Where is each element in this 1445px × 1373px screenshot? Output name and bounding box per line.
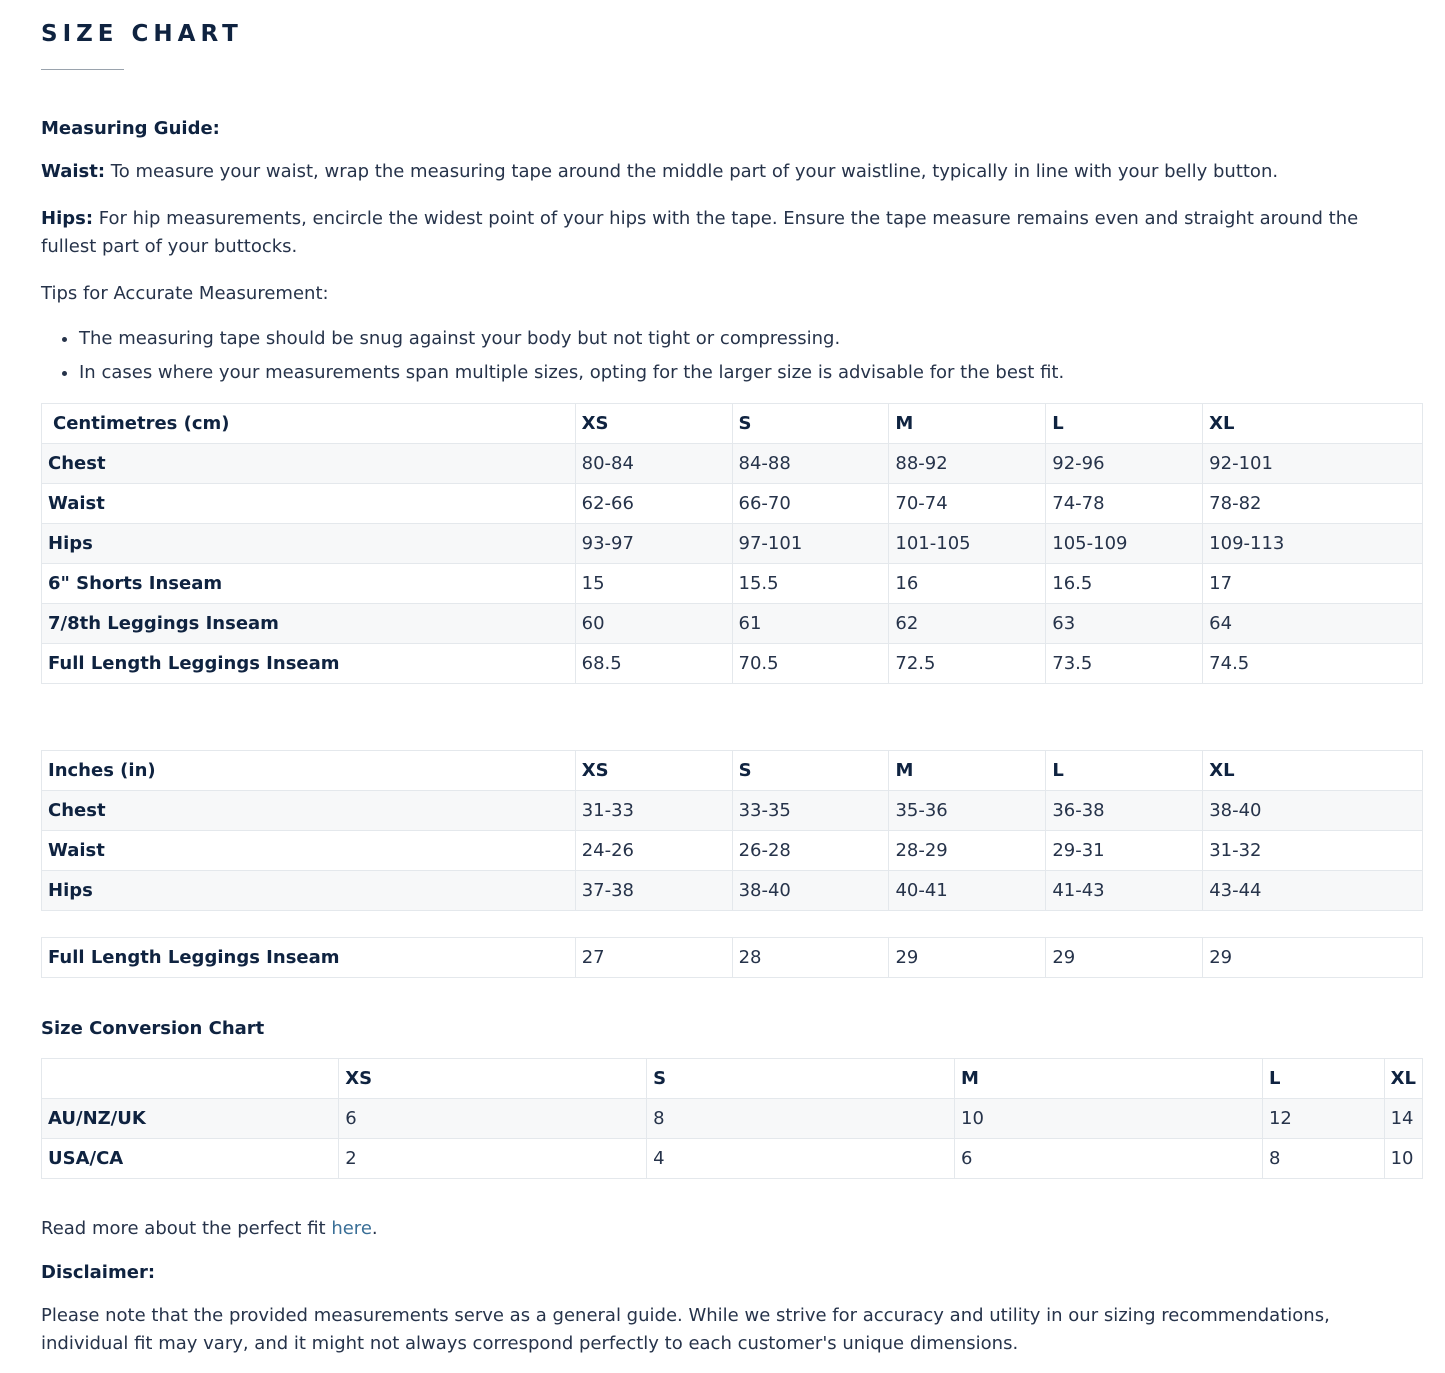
table-cell: 70.5 xyxy=(732,644,889,684)
table-cell: 97-101 xyxy=(732,524,889,564)
tip-item: • The measuring tape should be snug against your body but not tight or compressing. xyxy=(79,325,1404,353)
table-cell: 62-66 xyxy=(575,484,732,524)
table-cell: 29 xyxy=(1203,938,1423,978)
row-label: Full Length Leggings Inseam xyxy=(42,938,576,978)
table-cell: 8 xyxy=(647,1099,955,1139)
table-header-cell: L xyxy=(1046,751,1203,791)
table-cell: 27 xyxy=(575,938,732,978)
table-row xyxy=(42,604,1423,644)
table-row xyxy=(42,564,1423,604)
page-title: SIZE CHART xyxy=(41,21,243,47)
table-row xyxy=(42,938,1423,978)
waist-text: To measure your waist, wrap the measuring tape around the middle part of your waistline, typically in line with your belly button. xyxy=(105,161,1279,182)
table-header-cell: XL xyxy=(1203,751,1423,791)
table-cell: 60 xyxy=(575,604,732,644)
title-divider xyxy=(41,69,124,70)
row-label: Hips xyxy=(42,871,576,911)
table-header-cell: XS xyxy=(575,751,732,791)
table-row xyxy=(42,791,1423,831)
table-cell: 8 xyxy=(1262,1139,1384,1179)
table-cell: 105-109 xyxy=(1046,524,1203,564)
table-cell: 36-38 xyxy=(1046,791,1203,831)
centimetres-size-table xyxy=(41,403,1423,684)
table-cell: 43-44 xyxy=(1203,871,1423,911)
table-cell: 84-88 xyxy=(732,444,889,484)
measuring-guide-heading: Measuring Guide: xyxy=(41,118,220,139)
table-cell: 109-113 xyxy=(1203,524,1423,564)
table-header-cell: L xyxy=(1046,404,1203,444)
row-label: Waist xyxy=(42,484,576,524)
table-cell: 88-92 xyxy=(889,444,1046,484)
table-cell: 61 xyxy=(732,604,889,644)
table-cell: 73.5 xyxy=(1046,644,1203,684)
tip-item: • In cases where your measurements span multiple sizes, opting for the larger size is advisable for the best fit. xyxy=(79,359,1404,387)
table-cell: 66-70 xyxy=(732,484,889,524)
table-header-cell: XL xyxy=(1384,1059,1422,1099)
table-cell: 24-26 xyxy=(575,831,732,871)
table-cell: 92-101 xyxy=(1203,444,1423,484)
table-cell: 15 xyxy=(575,564,732,604)
table-cell: 62 xyxy=(889,604,1046,644)
row-label: Chest xyxy=(42,444,576,484)
table-cell: 10 xyxy=(955,1099,1263,1139)
row-label: Waist xyxy=(42,831,576,871)
waist-instructions xyxy=(41,158,1404,186)
table-header-cell: L xyxy=(1262,1059,1384,1099)
table-header-cell: M xyxy=(889,404,1046,444)
table-cell: 2 xyxy=(339,1139,647,1179)
table-cell: 26-28 xyxy=(732,831,889,871)
row-label: Full Length Leggings Inseam xyxy=(42,644,576,684)
table-spacer-row xyxy=(42,911,1423,938)
table-cell: 31-33 xyxy=(575,791,732,831)
table-cell: 74.5 xyxy=(1203,644,1423,684)
table-cell: 80-84 xyxy=(575,444,732,484)
table-cell: 68.5 xyxy=(575,644,732,684)
table-cell: 29 xyxy=(1046,938,1203,978)
table-header-cell: Inches (in) xyxy=(42,751,576,791)
table-header-cell: M xyxy=(889,751,1046,791)
table-header-cell: M xyxy=(955,1059,1263,1099)
table-header-row xyxy=(42,404,1423,444)
tips-heading: Tips for Accurate Measurement: xyxy=(41,283,329,304)
table-cell: 38-40 xyxy=(1203,791,1423,831)
row-label: Hips xyxy=(42,524,576,564)
table-cell: 78-82 xyxy=(1203,484,1423,524)
table-row xyxy=(42,871,1423,911)
table-cell: 72.5 xyxy=(889,644,1046,684)
table-header-cell: S xyxy=(647,1059,955,1099)
table-cell: 93-97 xyxy=(575,524,732,564)
size-conversion-table xyxy=(41,1058,1423,1179)
table-row xyxy=(42,524,1423,564)
table-row xyxy=(42,1099,1423,1139)
table-cell: 31-32 xyxy=(1203,831,1423,871)
table-cell: 15.5 xyxy=(732,564,889,604)
table-cell: 29 xyxy=(889,938,1046,978)
table-cell: 12 xyxy=(1262,1099,1384,1139)
disclaimer-text: Please note that the provided measurements serve as a general guide. While we strive for accuracy and utility in our sizing recommendations, individual fit may vary, and it might not always correspond perfectly to each customer's unique dimensions. xyxy=(41,1305,1330,1354)
table-header-cell: XS xyxy=(339,1059,647,1099)
table-cell: 37-38 xyxy=(575,871,732,911)
table-cell: 6 xyxy=(339,1099,647,1139)
table-cell: 74-78 xyxy=(1046,484,1203,524)
table-cell: 10 xyxy=(1384,1139,1422,1179)
tips-list xyxy=(41,325,1404,387)
table-cell: 41-43 xyxy=(1046,871,1203,911)
table-cell: 63 xyxy=(1046,604,1203,644)
table-cell: 29-31 xyxy=(1046,831,1203,871)
row-label: AU/NZ/UK xyxy=(42,1099,339,1139)
table-cell: 4 xyxy=(647,1139,955,1179)
table-header-cell: XL xyxy=(1203,404,1423,444)
table-cell: 38-40 xyxy=(732,871,889,911)
table-cell: 40-41 xyxy=(889,871,1046,911)
read-more-text: Read more about the perfect fit xyxy=(41,1218,332,1239)
table-row xyxy=(42,831,1423,871)
read-more-line xyxy=(41,1215,1404,1243)
row-label: 7/8th Leggings Inseam xyxy=(42,604,576,644)
waist-label: Waist: xyxy=(41,161,106,182)
table-header-row xyxy=(42,1059,1423,1099)
table-cell: 16.5 xyxy=(1046,564,1203,604)
table-row xyxy=(42,444,1423,484)
table-header-row xyxy=(42,751,1423,791)
disclaimer-heading: Disclaimer: xyxy=(41,1262,156,1283)
table-header-cell xyxy=(42,1059,339,1099)
perfect-fit-link[interactable]: here xyxy=(331,1218,372,1239)
table-header-cell: S xyxy=(732,751,889,791)
table-cell: 14 xyxy=(1384,1099,1422,1139)
table-cell: 101-105 xyxy=(889,524,1046,564)
size-conversion-heading: Size Conversion Chart xyxy=(41,1018,265,1039)
row-label: USA/CA xyxy=(42,1139,339,1179)
table-row xyxy=(42,1139,1423,1179)
row-label: 6" Shorts Inseam xyxy=(42,564,576,604)
table-cell: 16 xyxy=(889,564,1046,604)
read-more-suffix: . xyxy=(371,1218,378,1239)
table-cell: 17 xyxy=(1203,564,1423,604)
inches-size-table xyxy=(41,750,1423,978)
table-cell: 35-36 xyxy=(889,791,1046,831)
table-cell: 28-29 xyxy=(889,831,1046,871)
table-cell: 6 xyxy=(955,1139,1263,1179)
table-cell: 33-35 xyxy=(732,791,889,831)
table-header-cell: S xyxy=(732,404,889,444)
table-header-cell: Centimetres (cm) xyxy=(42,404,576,444)
table-cell: 28 xyxy=(732,938,889,978)
table-row xyxy=(42,484,1423,524)
spacer-cell xyxy=(42,911,1423,938)
hips-label: Hips: xyxy=(41,208,94,229)
table-cell: 70-74 xyxy=(889,484,1046,524)
row-label: Chest xyxy=(42,791,576,831)
hips-instructions xyxy=(41,205,1404,261)
table-header-cell: XS xyxy=(575,404,732,444)
table-row xyxy=(42,644,1423,684)
hips-text: For hip measurements, encircle the widest point of your hips with the tape. Ensure the tape measure remains even and straight around the fullest part of your buttocks. xyxy=(41,208,1359,257)
table-cell: 64 xyxy=(1203,604,1423,644)
table-cell: 92-96 xyxy=(1046,444,1203,484)
